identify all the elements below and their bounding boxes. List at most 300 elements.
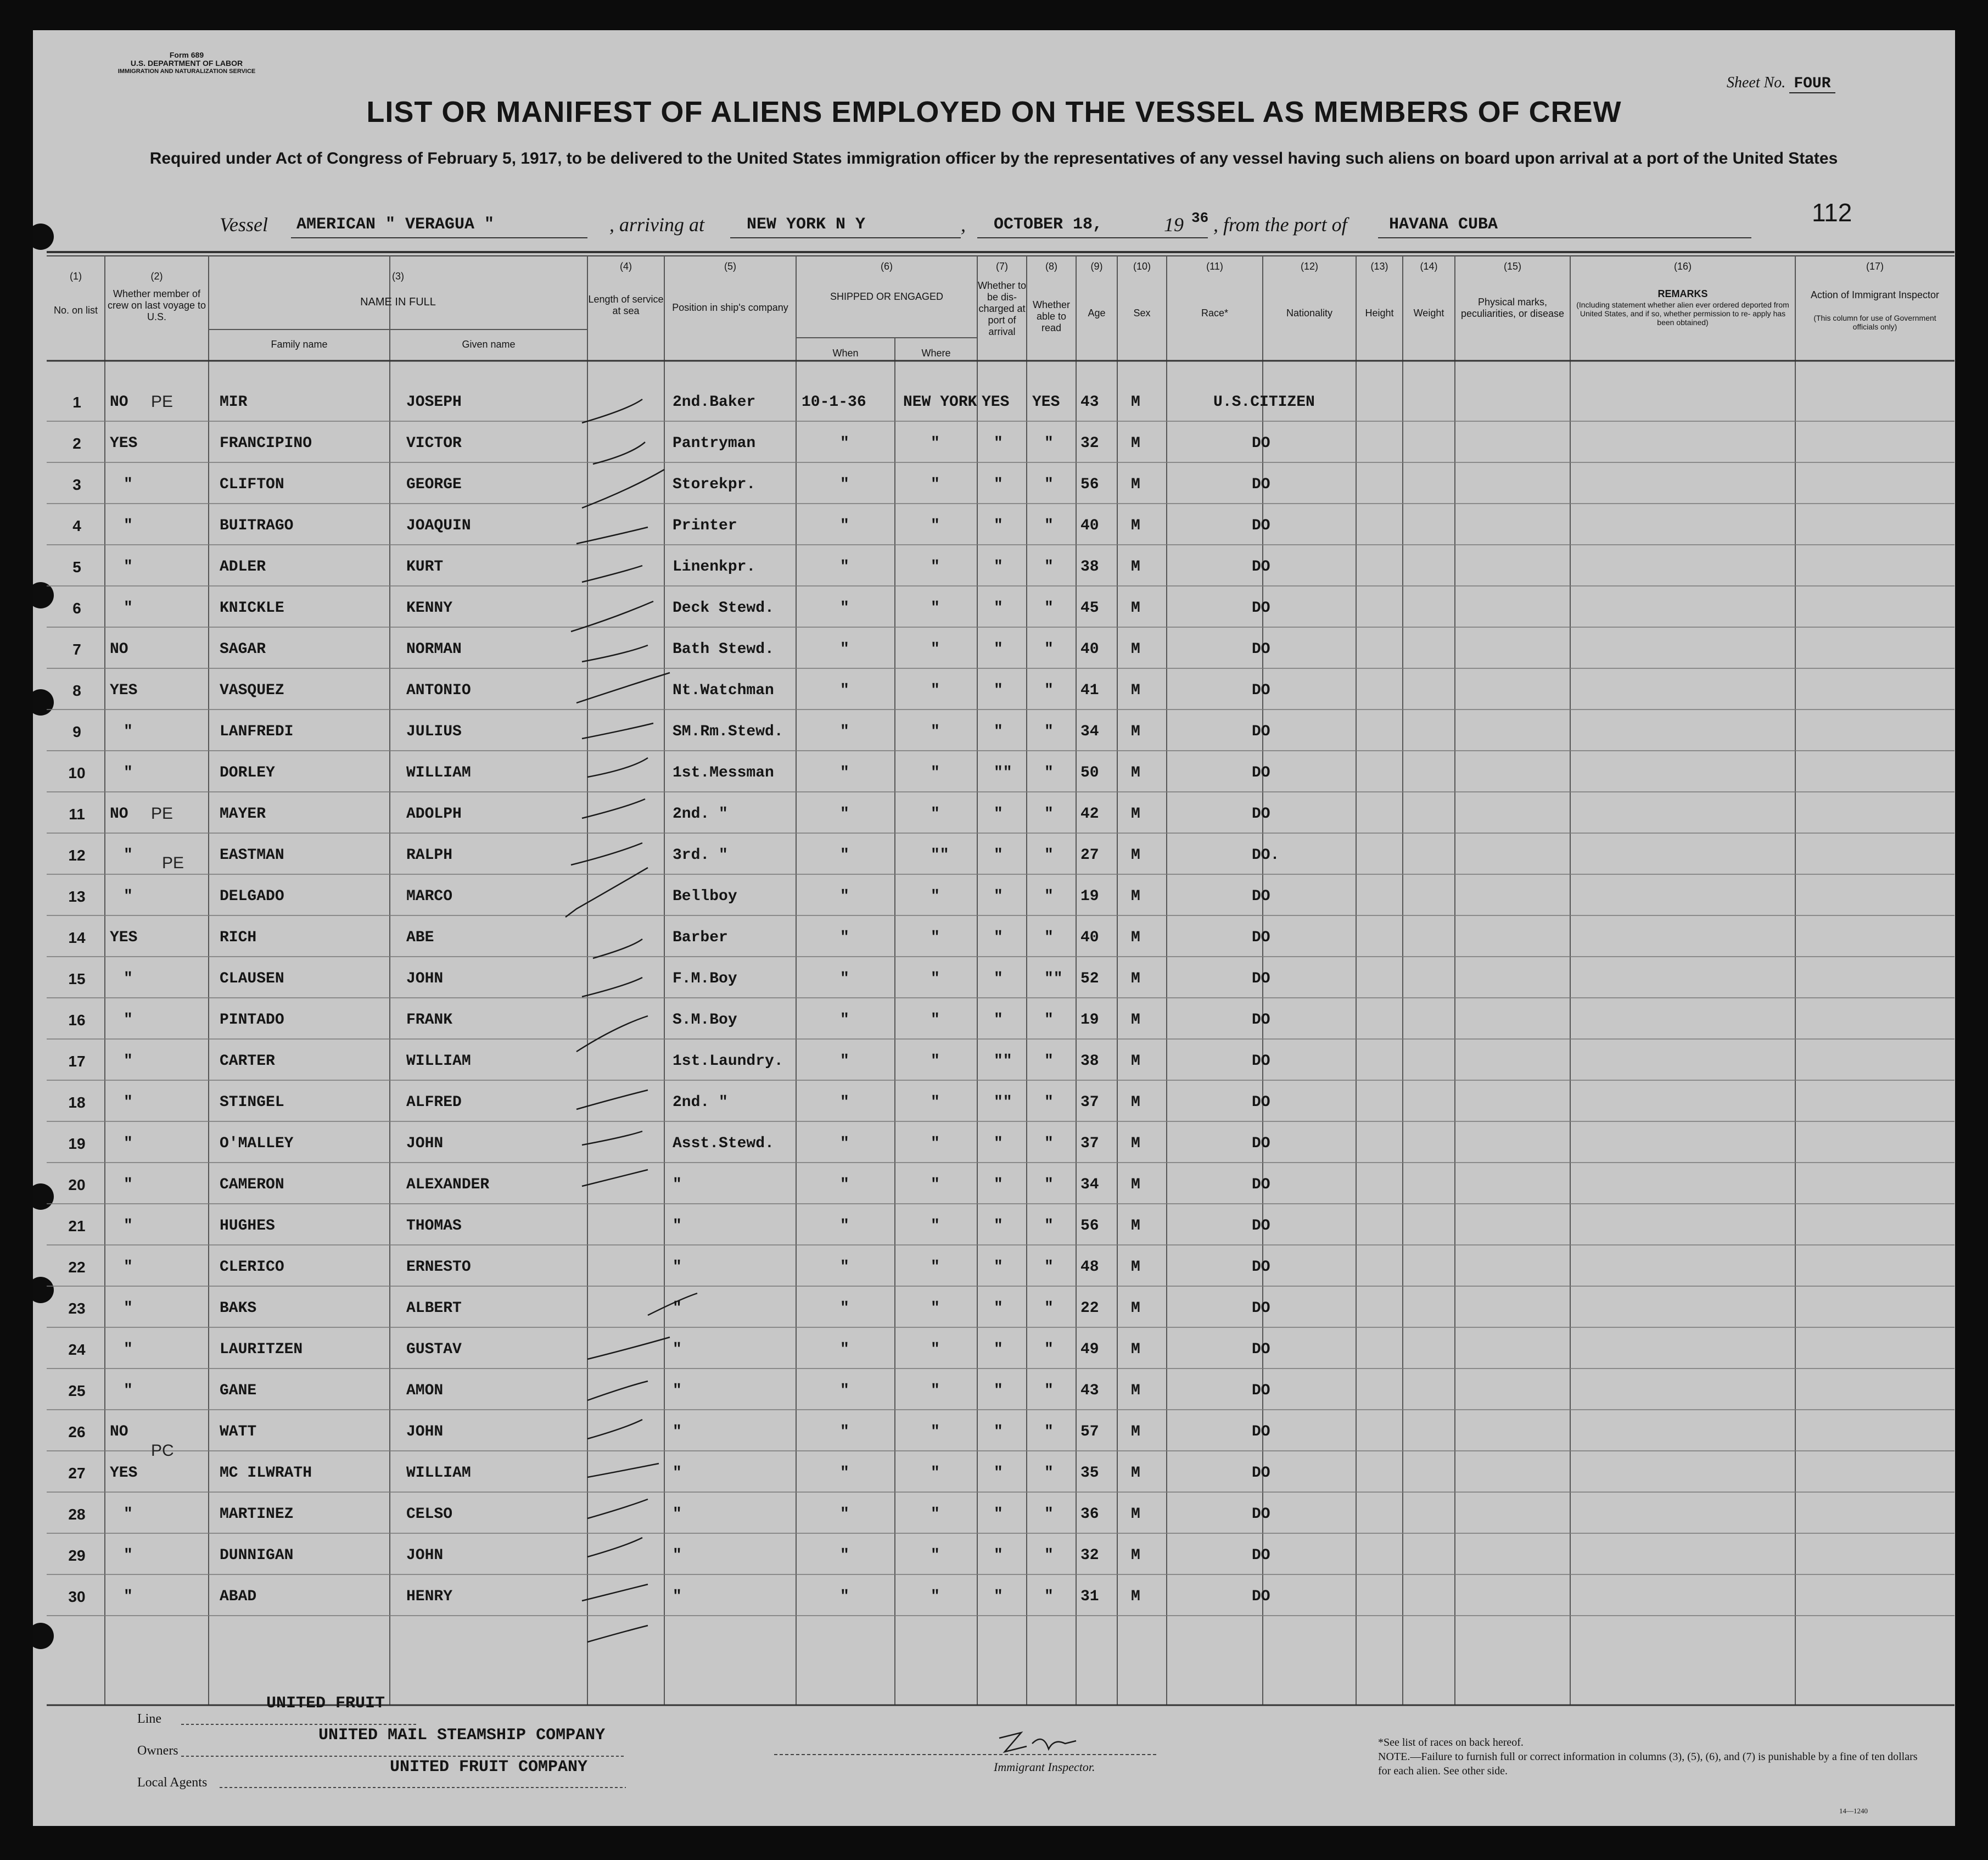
age-cell: 38 (1080, 1053, 1099, 1070)
discharged-cell: " (994, 1012, 1003, 1029)
last-voyage-cell: YES (110, 929, 138, 946)
shipped-where-cell: " (931, 1423, 940, 1440)
race-cell: DO (1252, 435, 1270, 452)
discharged-cell: " (994, 435, 1003, 452)
family-name-cell: DUNNIGAN (220, 1547, 294, 1564)
row-number: 8 (72, 682, 81, 699)
shipped-when-cell: " (840, 1341, 849, 1358)
age-cell: 32 (1080, 435, 1099, 452)
able-to-read-cell: " (1044, 764, 1054, 781)
last-voyage-cell: " (124, 970, 133, 987)
col-number: (14) (1420, 261, 1438, 272)
header-weight: Weight (1413, 308, 1444, 319)
sex-cell: M (1131, 1300, 1140, 1317)
shipped-where-cell: " (931, 929, 940, 946)
sex-cell: M (1131, 682, 1140, 699)
last-voyage-cell: YES (110, 435, 138, 452)
shipped-where-cell: " (931, 1012, 940, 1029)
given-name-cell: JOAQUIN (406, 517, 471, 534)
given-name-cell: ALBERT (406, 1300, 462, 1317)
row-number: 9 (72, 723, 81, 740)
shipped-when-cell: " (840, 1176, 849, 1193)
race-cell: DO (1252, 1053, 1270, 1070)
shipped-when-cell: " (840, 806, 849, 823)
last-voyage-cell: " (124, 1135, 133, 1152)
race-cell: DO (1252, 1012, 1270, 1029)
given-name-cell: JOHN (406, 1423, 444, 1440)
row-number: 7 (72, 641, 81, 658)
header-nationality: Nationality (1286, 308, 1333, 319)
last-voyage-cell: NO (110, 1423, 128, 1440)
signature-scribble (999, 1733, 1076, 1752)
race-cell: DO (1252, 970, 1270, 987)
discharged-cell: " (994, 723, 1003, 740)
position-cell: " (673, 1506, 682, 1523)
year-value: 36 (1191, 210, 1209, 226)
discharged-cell: " (994, 1217, 1003, 1235)
sex-cell: M (1131, 1588, 1140, 1605)
given-name-cell: ABE (406, 929, 434, 946)
header-family-name: Family name (271, 339, 328, 350)
row-number: 20 (68, 1176, 86, 1193)
row-number: 29 (68, 1547, 86, 1564)
last-voyage-cell: " (124, 1259, 133, 1276)
given-name-cell: RALPH (406, 847, 453, 864)
sex-cell: M (1131, 517, 1140, 534)
race-cell: DO. (1252, 847, 1280, 864)
age-cell: 41 (1080, 682, 1099, 699)
race-cell: DO (1252, 1382, 1270, 1399)
shipped-when-cell: " (840, 970, 849, 987)
able-to-read-cell: YES (1032, 394, 1060, 411)
able-to-read-cell: " (1044, 682, 1054, 699)
shipped-where-cell: " (931, 1300, 940, 1317)
col-number: (1) (70, 271, 82, 282)
row-number: 15 (68, 970, 86, 987)
discharged-cell: " (994, 806, 1003, 823)
family-name-cell: FRANCIPINO (220, 435, 312, 452)
race-cell: DO (1252, 1423, 1270, 1440)
last-voyage-cell: " (124, 1217, 133, 1235)
given-name-cell: MARCO (406, 888, 453, 905)
family-name-cell: WATT (220, 1423, 257, 1440)
race-cell: DO (1252, 517, 1270, 534)
able-to-read-cell: " (1044, 929, 1054, 946)
discharged-cell: " (994, 1135, 1003, 1152)
position-cell: " (673, 1217, 682, 1235)
age-cell: 31 (1080, 1588, 1099, 1605)
able-to-read-cell: " (1044, 1588, 1054, 1605)
shipped-when-cell: 10-1-36 (802, 394, 866, 411)
family-name-cell: DORLEY (220, 764, 275, 781)
race-cell: DO (1252, 1176, 1270, 1193)
shipped-when-cell: " (840, 682, 849, 699)
row-number: 5 (72, 558, 81, 576)
discharged-cell: " (994, 682, 1003, 699)
sex-cell: M (1131, 1382, 1140, 1399)
able-to-read-cell: " (1044, 806, 1054, 823)
col-number: (2) (150, 271, 163, 282)
family-name-cell: STINGEL (220, 1094, 284, 1111)
discharged-cell: " (994, 929, 1003, 946)
position-cell: 2nd. " (673, 1094, 728, 1111)
row-number: 22 (68, 1259, 86, 1276)
race-cell: DO (1252, 1465, 1270, 1482)
shipped-when-cell: " (840, 1094, 849, 1111)
race-cell: DO (1252, 1259, 1270, 1276)
handwritten-annotation: PE (162, 854, 184, 872)
header-no-on-list: No. on list (53, 305, 98, 316)
arriving-value: NEW YORK N Y (747, 215, 866, 234)
header-able-to-read: Whether able to read (1032, 299, 1071, 333)
race-cell: DO (1252, 600, 1270, 617)
position-cell: 1st.Messman (673, 764, 774, 781)
family-name-cell: MAYER (220, 806, 266, 823)
header-discharged: Whether to be dis- charged at port of arrival (977, 280, 1027, 337)
family-name-cell: CAMERON (220, 1176, 284, 1193)
family-name-cell: MIR (220, 394, 248, 411)
shipped-when-cell: " (840, 929, 849, 946)
header-physical-marks: Physical marks, peculiarities, or disease (1460, 297, 1565, 319)
family-name-cell: ABAD (220, 1588, 257, 1605)
manifest-sheet (33, 30, 1955, 1826)
discharged-cell: " (994, 1465, 1003, 1482)
shipped-where-cell: " (931, 1506, 940, 1523)
shipped-where-cell: " (931, 517, 940, 534)
family-name-cell: GANE (220, 1382, 257, 1399)
able-to-read-cell: " (1044, 435, 1054, 452)
row-number: 25 (68, 1382, 86, 1399)
shipped-where-cell: " (931, 806, 940, 823)
shipped-when-cell: " (840, 1217, 849, 1235)
col-number: (17) (1866, 261, 1884, 272)
sex-cell: M (1131, 1094, 1140, 1111)
handwritten-annotation: PE (151, 393, 173, 411)
col-number: (4) (620, 261, 632, 272)
shipped-where-cell: " (931, 641, 940, 658)
last-voyage-cell: " (124, 1506, 133, 1523)
row-number: 17 (68, 1053, 86, 1070)
able-to-read-cell: " (1044, 1506, 1054, 1523)
shipped-when-cell: " (840, 1053, 849, 1070)
age-cell: 57 (1080, 1423, 1099, 1440)
col-number: (11) (1206, 261, 1223, 272)
given-name-cell: FRANK (406, 1012, 453, 1029)
row-number: 13 (68, 888, 86, 905)
family-name-cell: CARTER (220, 1053, 275, 1070)
last-voyage-cell: NO (110, 806, 128, 823)
sex-cell: M (1131, 558, 1140, 576)
position-cell: " (673, 1423, 682, 1440)
given-name-cell: GEORGE (406, 476, 462, 493)
col-number: (10) (1133, 261, 1151, 272)
able-to-read-cell: " (1044, 1423, 1054, 1440)
family-name-cell: CLERICO (220, 1259, 284, 1276)
form-number: Form 689 (169, 51, 204, 59)
age-cell: 40 (1080, 517, 1099, 534)
able-to-read-cell: " (1044, 1176, 1054, 1193)
discharged-cell: " (994, 1176, 1003, 1193)
shipped-where-cell: " (931, 970, 940, 987)
family-name-cell: DELGADO (220, 888, 284, 905)
age-cell: 43 (1080, 1382, 1099, 1399)
given-name-cell: JULIUS (406, 723, 462, 740)
age-cell: 56 (1080, 1217, 1099, 1235)
sex-cell: M (1131, 806, 1140, 823)
last-voyage-cell: " (124, 558, 133, 576)
position-cell: Pantryman (673, 435, 756, 452)
header-race: Race* (1201, 308, 1229, 319)
discharged-cell: " (994, 600, 1003, 617)
race-cell: DO (1252, 723, 1270, 740)
position-cell: 1st.Laundry. (673, 1053, 783, 1070)
position-cell: Linenkpr. (673, 558, 756, 576)
race-cell: DO (1252, 641, 1270, 658)
able-to-read-cell: " (1044, 1094, 1054, 1111)
sex-cell: M (1131, 1053, 1140, 1070)
header-age: Age (1088, 308, 1106, 319)
last-voyage-cell: " (124, 1012, 133, 1029)
shipped-when-cell: " (840, 558, 849, 576)
discharged-cell: YES (982, 394, 1010, 411)
from-port-value: HAVANA CUBA (1389, 215, 1498, 234)
position-cell: " (673, 1176, 682, 1193)
sex-cell: M (1131, 1217, 1140, 1235)
discharged-cell: " (994, 1588, 1003, 1605)
position-cell: Bath Stewd. (673, 641, 774, 658)
discharged-cell: " (994, 476, 1003, 493)
shipped-where-cell: " (931, 1135, 940, 1152)
last-voyage-cell: " (124, 764, 133, 781)
given-name-cell: ANTONIO (406, 682, 471, 699)
given-name-cell: GUSTAV (406, 1341, 462, 1358)
age-cell: 32 (1080, 1547, 1099, 1564)
department-name: U.S. DEPARTMENT OF LABOR (130, 59, 243, 68)
discharged-cell: "" (994, 1053, 1012, 1070)
shipped-when-cell: " (840, 1465, 849, 1482)
sex-cell: M (1131, 1547, 1140, 1564)
position-cell: SM.Rm.Stewd. (673, 723, 783, 740)
age-cell: 38 (1080, 558, 1099, 576)
sex-cell: M (1131, 435, 1140, 452)
row-number: 2 (72, 435, 81, 452)
last-voyage-cell: " (124, 1547, 133, 1564)
discharged-cell: " (994, 641, 1003, 658)
age-cell: 34 (1080, 1176, 1099, 1193)
races-note: *See list of races on back hereof. (1378, 1736, 1524, 1749)
age-cell: 34 (1080, 723, 1099, 740)
position-cell: F.M.Boy (673, 970, 737, 987)
shipped-when-cell: " (840, 1012, 849, 1029)
shipped-where-cell: " (931, 435, 940, 452)
age-cell: 40 (1080, 929, 1099, 946)
discharged-cell: " (994, 517, 1003, 534)
age-cell: 43 (1080, 394, 1099, 411)
last-voyage-cell: " (124, 600, 133, 617)
shipped-when-cell: " (840, 641, 849, 658)
header-when: When (832, 348, 859, 359)
last-voyage-cell: NO (110, 394, 128, 411)
col-number: (8) (1045, 261, 1057, 272)
year-prefix: 19 (1164, 214, 1184, 236)
owners-label: Owners (137, 1744, 178, 1758)
able-to-read-cell: " (1044, 1341, 1054, 1358)
shipped-where-cell: " (931, 1341, 940, 1358)
able-to-read-cell: " (1044, 1300, 1054, 1317)
sheet-number-value: FOUR (1789, 75, 1835, 93)
handwritten-annotation: PE (151, 805, 173, 823)
given-name-cell: JOSEPH (406, 394, 462, 411)
given-name-cell: ADOLPH (406, 806, 462, 823)
able-to-read-cell: " (1044, 641, 1054, 658)
given-name-cell: CELSO (406, 1506, 453, 1523)
page-title: LIST OR MANIFEST OF ALIENS EMPLOYED ON THE VESSEL AS MEMBERS OF CREW (366, 96, 1622, 129)
from-port-label: , from the port of (1213, 214, 1347, 236)
col-number: (12) (1300, 261, 1318, 272)
sex-cell: M (1131, 970, 1140, 987)
position-cell: " (673, 1465, 682, 1482)
last-voyage-cell: YES (110, 682, 138, 699)
header-remarks: REMARKS (1657, 288, 1708, 299)
position-cell: " (673, 1547, 682, 1564)
shipped-where-cell: " (931, 682, 940, 699)
age-cell: 35 (1080, 1465, 1099, 1482)
local-agents-label: Local Agents (137, 1775, 208, 1790)
last-voyage-cell: NO (110, 641, 128, 658)
shipped-where-cell: " (931, 888, 940, 905)
shipped-when-cell: " (840, 1506, 849, 1523)
col-number: (5) (724, 261, 736, 272)
given-name-cell: WILLIAM (406, 764, 471, 781)
position-cell: Printer (673, 517, 737, 534)
vessel-line: Vessel AMERICAN " VERAGUA " , arriving at NEW YORK N Y , OCTOBER 18, 19 36 , from the port of HAVANA CUBA (33, 213, 1955, 246)
discharged-cell: " (994, 1382, 1003, 1399)
position-cell: Deck Stewd. (673, 600, 774, 617)
family-name-cell: CLIFTON (220, 476, 284, 493)
last-voyage-cell: " (124, 1588, 133, 1605)
col-number: (7) (996, 261, 1008, 272)
given-name-cell: JOHN (406, 1547, 444, 1564)
able-to-read-cell: " (1044, 1012, 1054, 1029)
row-number: 11 (69, 806, 85, 823)
header-last-voyage: Whether member of crew on last voyage to U.S. (107, 288, 206, 322)
given-name-cell: WILLIAM (406, 1053, 471, 1070)
sex-cell: M (1131, 1012, 1140, 1029)
row-number: 19 (68, 1135, 86, 1152)
discharged-cell: "" (994, 1094, 1012, 1111)
position-cell: S.M.Boy (673, 1012, 737, 1029)
sex-cell: M (1131, 888, 1140, 905)
discharged-cell: " (994, 1506, 1003, 1523)
discharged-cell: " (994, 847, 1003, 864)
row-number: 28 (68, 1506, 86, 1523)
position-cell: Bellboy (673, 888, 737, 905)
race-cell: DO (1252, 1506, 1270, 1523)
family-name-cell: BAKS (220, 1300, 257, 1317)
age-cell: 52 (1080, 970, 1099, 987)
able-to-read-cell: " (1044, 1465, 1054, 1482)
row-number: 6 (72, 600, 81, 617)
position-cell: 2nd.Baker (673, 394, 756, 411)
shipped-when-cell: " (840, 1135, 849, 1152)
age-cell: 42 (1080, 806, 1099, 823)
shipped-when-cell: " (840, 1423, 849, 1440)
sex-cell: M (1131, 1506, 1140, 1523)
shipped-where-cell: " (931, 476, 940, 493)
able-to-read-cell: " (1044, 517, 1054, 534)
position-cell: " (673, 1341, 682, 1358)
sex-cell: M (1131, 1465, 1140, 1482)
shipped-where-cell: "" (931, 847, 949, 864)
shipped-when-cell: " (840, 723, 849, 740)
last-voyage-cell: " (124, 1094, 133, 1111)
last-voyage-cell: " (124, 1176, 133, 1193)
age-cell: 50 (1080, 764, 1099, 781)
age-cell: 56 (1080, 476, 1099, 493)
row-number: 1 (72, 394, 81, 411)
age-cell: 36 (1080, 1506, 1099, 1523)
family-name-cell: MC ILWRATH (220, 1465, 312, 1482)
family-name-cell: RICH (220, 929, 257, 946)
family-name-cell: SAGAR (220, 641, 266, 658)
discharged-cell: " (994, 1423, 1003, 1440)
able-to-read-cell: " (1044, 1217, 1054, 1235)
given-name-cell: WILLIAM (406, 1465, 471, 1482)
race-cell: DO (1252, 1300, 1270, 1317)
last-voyage-cell: " (124, 847, 133, 864)
race-cell: DO (1252, 1341, 1270, 1358)
age-cell: 49 (1080, 1341, 1099, 1358)
shipped-where-cell: " (931, 1094, 940, 1111)
last-voyage-cell: " (124, 517, 133, 534)
row-number: 14 (68, 929, 86, 946)
shipped-when-cell: " (840, 888, 849, 905)
given-name-cell: JOHN (406, 1135, 444, 1152)
given-name-cell: ALFRED (406, 1094, 462, 1111)
age-cell: 19 (1080, 888, 1099, 905)
position-cell: Nt.Watchman (673, 682, 774, 699)
header-height: Height (1365, 308, 1394, 319)
age-cell: 37 (1080, 1135, 1099, 1152)
sex-cell: M (1131, 1341, 1140, 1358)
position-cell: Asst.Stewd. (673, 1135, 774, 1152)
able-to-read-cell: " (1044, 558, 1054, 576)
header-given-name: Given name (462, 339, 516, 350)
shipped-where-cell: " (931, 1547, 940, 1564)
age-cell: 22 (1080, 1300, 1099, 1317)
shipped-where-cell: " (931, 764, 940, 781)
header-inspector-detail: (This column for use of Government officials only) (1813, 314, 1936, 331)
arriving-label: , arriving at (609, 214, 705, 236)
service-name: IMMIGRATION AND NATURALIZATION SERVICE (117, 68, 256, 75)
sex-cell: M (1131, 764, 1140, 781)
able-to-read-cell: " (1044, 1053, 1054, 1070)
date-value: OCTOBER 18, (994, 215, 1103, 234)
shipped-where-cell: " (931, 1053, 940, 1070)
vessel-value: AMERICAN " VERAGUA " (296, 215, 495, 234)
able-to-read-cell: " (1044, 723, 1054, 740)
discharged-cell: " (994, 1300, 1003, 1317)
given-name-cell: AMON (406, 1382, 444, 1399)
header-length-of-service: Length of service at sea (588, 294, 664, 316)
given-name-cell: KENNY (406, 600, 453, 617)
sex-cell: M (1131, 723, 1140, 740)
able-to-read-cell: "" (1044, 970, 1063, 987)
family-name-cell: KNICKLE (220, 600, 284, 617)
race-cell: DO (1252, 888, 1270, 905)
race-cell: DO (1252, 764, 1270, 781)
position-cell: Storekpr. (673, 476, 756, 493)
